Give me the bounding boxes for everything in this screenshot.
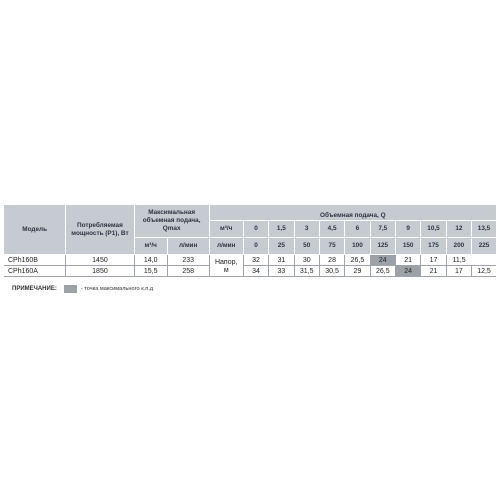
q-m3h: 7,5: [370, 221, 395, 238]
q-m3h: 9: [395, 221, 420, 238]
head-cell: 30,5: [319, 266, 344, 277]
qmax-lmin-cell: 258: [167, 266, 209, 277]
head-cell: 31: [269, 255, 294, 266]
q-m3h: 10,5: [421, 221, 446, 238]
head-cell: 34: [243, 266, 268, 277]
col-header-flow: Объемная подача, Q: [209, 205, 496, 221]
q-m3h: 0: [243, 221, 268, 238]
head-cell: 30: [294, 255, 319, 266]
head-cell: 26,5: [345, 255, 370, 266]
head-cell: 21: [421, 266, 446, 277]
q-lmin: 125: [370, 238, 395, 255]
power-cell: 1850: [66, 266, 134, 277]
head-cell: 28: [319, 255, 344, 266]
head-cell: 33: [269, 266, 294, 277]
note-text: - точка максимального к.п.д: [80, 286, 154, 292]
col-header-power: Потребляемая мощность (P1), Вт: [66, 205, 134, 255]
col-header-max-flow: Максимальная объемная подача, Qmax: [134, 205, 209, 238]
q-lmin: 225: [472, 238, 496, 255]
head-cell: 21: [395, 255, 420, 266]
head-cell: 11,5: [446, 255, 471, 266]
q-lmin: 150: [395, 238, 420, 255]
col-header-model: Модель: [4, 205, 66, 255]
unit-lmin-label: л/мин: [209, 238, 243, 255]
q-lmin: 100: [345, 238, 370, 255]
footnote: [12, 285, 153, 293]
q-m3h: 13,5: [472, 221, 496, 238]
q-lmin: 200: [446, 238, 471, 255]
head-unit-label: м: [209, 266, 243, 277]
q-lmin: 50: [294, 238, 319, 255]
note-label: ПРИМЕЧАНИЕ:: [12, 286, 57, 292]
qmax-unit-m3h: м³/ч: [134, 238, 167, 255]
q-lmin: 0: [243, 238, 268, 255]
head-cell: 26,5: [370, 266, 395, 277]
qmax-lmin-cell: 233: [167, 255, 209, 266]
head-cell: 31,5: [294, 266, 319, 277]
q-m3h: 6: [345, 221, 370, 238]
q-m3h: 12: [446, 221, 471, 238]
q-lmin: 175: [421, 238, 446, 255]
qmax-unit-lmin: л/мин: [167, 238, 209, 255]
model-cell: CPh160A: [4, 266, 66, 277]
head-cell: 32: [243, 255, 268, 266]
head-cell-max-efficiency: 24: [395, 266, 420, 277]
head-cell-max-efficiency: 24: [370, 255, 395, 266]
head-cell: 29: [345, 266, 370, 277]
power-cell: 1450: [66, 255, 134, 266]
head-cell: 12,5: [472, 266, 496, 277]
max-efficiency-swatch: [64, 285, 77, 293]
q-m3h: 4,5: [319, 221, 344, 238]
table-row: [4, 255, 496, 266]
pump-spec-table: [4, 205, 496, 277]
head-cell: 17: [446, 266, 471, 277]
qmax-m3h-cell: 14,0: [134, 255, 167, 266]
q-lmin: 75: [319, 238, 344, 255]
head-cell-empty: [472, 255, 496, 266]
table-row: [4, 266, 496, 277]
q-m3h: 3: [294, 221, 319, 238]
head-label: Напор,: [209, 255, 243, 266]
model-cell: CPh160B: [4, 255, 66, 266]
q-lmin: 25: [269, 238, 294, 255]
unit-m3h-label: м³/ч: [209, 221, 243, 238]
head-cell: 17: [421, 255, 446, 266]
q-m3h: 1,5: [269, 221, 294, 238]
qmax-m3h-cell: 15,5: [134, 266, 167, 277]
